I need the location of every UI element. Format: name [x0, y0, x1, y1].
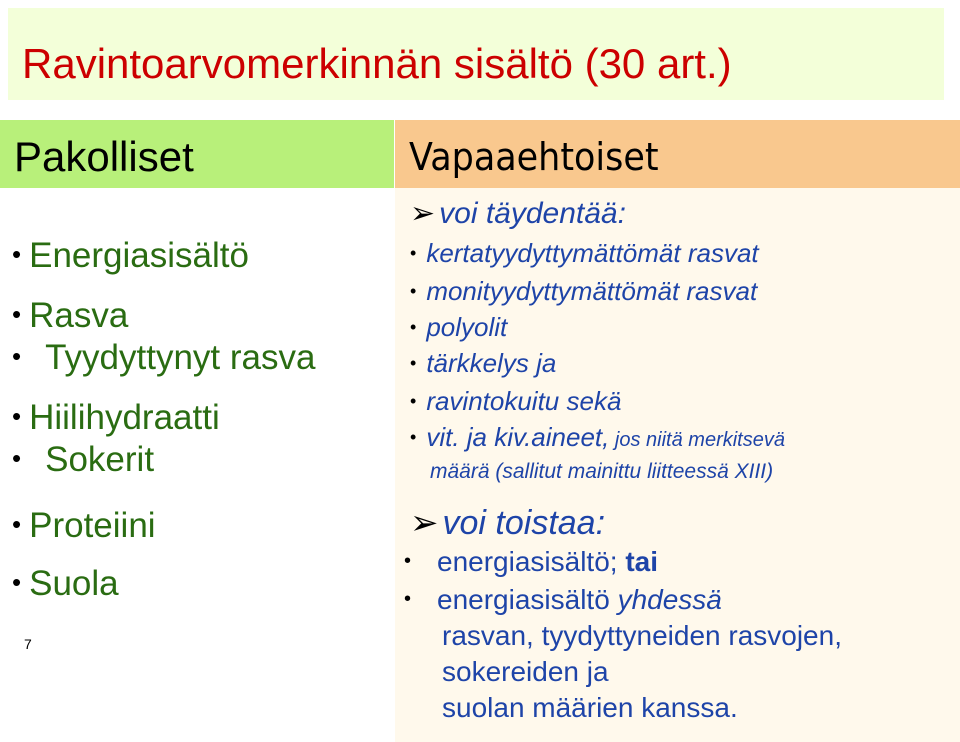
- mandatory-heading: Pakolliset: [14, 133, 194, 180]
- page-number: 7: [24, 636, 32, 652]
- repeat-item-continuation: suolan määrien kanssa.: [442, 692, 738, 723]
- mandatory-item: • Proteiini: [12, 506, 156, 545]
- bullet-icon: •: [410, 353, 417, 373]
- bullet-icon: •: [12, 401, 22, 432]
- optional-item: • monityydyttymättömät rasvat: [410, 276, 758, 306]
- bullet-icon: •: [12, 239, 22, 270]
- optional-heading: Vapaaehtoiset: [409, 135, 659, 179]
- repeat-item: • energiasisältö yhdessä: [404, 584, 722, 615]
- section-heading-repeat: ➢ voi toistaa:: [410, 504, 606, 542]
- mandatory-item: • Suola: [12, 564, 119, 603]
- repeat-item: • energiasisältö; tai: [404, 546, 659, 577]
- mandatory-item: • Sokerit: [12, 440, 155, 479]
- optional-item: • vit. ja kiv.aineet, jos niitä merkitsevä: [410, 422, 785, 452]
- bullet-icon: •: [410, 281, 417, 301]
- arrow-right-icon: ➢: [410, 197, 436, 230]
- bullet-icon: •: [404, 550, 412, 572]
- bullet-icon: •: [410, 317, 417, 337]
- mandatory-heading-box: [0, 120, 394, 188]
- mandatory-item: • Rasva: [12, 296, 129, 335]
- repeat-item-continuation: sokereiden ja: [442, 656, 609, 687]
- bullet-icon: •: [12, 341, 22, 372]
- arrow-right-icon: ➢: [410, 504, 439, 542]
- bullet-icon: •: [410, 427, 417, 447]
- optional-heading-box: [395, 120, 960, 188]
- bullet-icon: •: [404, 588, 412, 610]
- optional-item: • kertatyydyttymättömät rasvat: [410, 238, 759, 268]
- slide-title: Ravintoarvomerkinnän sisältö (30 art.): [22, 40, 732, 87]
- optional-item: • polyolit: [410, 312, 508, 342]
- bullet-icon: •: [12, 299, 22, 330]
- bullet-icon: •: [12, 567, 22, 598]
- repeat-item-continuation: rasvan, tyydyttyneiden rasvojen,: [442, 620, 842, 651]
- optional-item-continuation: määrä (sallitut mainittu liitteessä XIII): [430, 460, 774, 483]
- mandatory-item: • Energiasisältö: [12, 236, 249, 275]
- bullet-icon: •: [410, 391, 417, 411]
- optional-item: • ravintokuitu sekä: [410, 386, 622, 416]
- bullet-icon: •: [410, 243, 417, 263]
- mandatory-item: • Tyydyttynyt rasva: [12, 338, 316, 377]
- bullet-icon: •: [12, 443, 22, 474]
- optional-item: • tärkkelys ja: [410, 348, 557, 378]
- bullet-icon: •: [12, 509, 22, 540]
- mandatory-item: • Hiilihydraatti: [12, 398, 220, 437]
- section-heading-supplement: ➢ voi täydentää:: [410, 197, 626, 230]
